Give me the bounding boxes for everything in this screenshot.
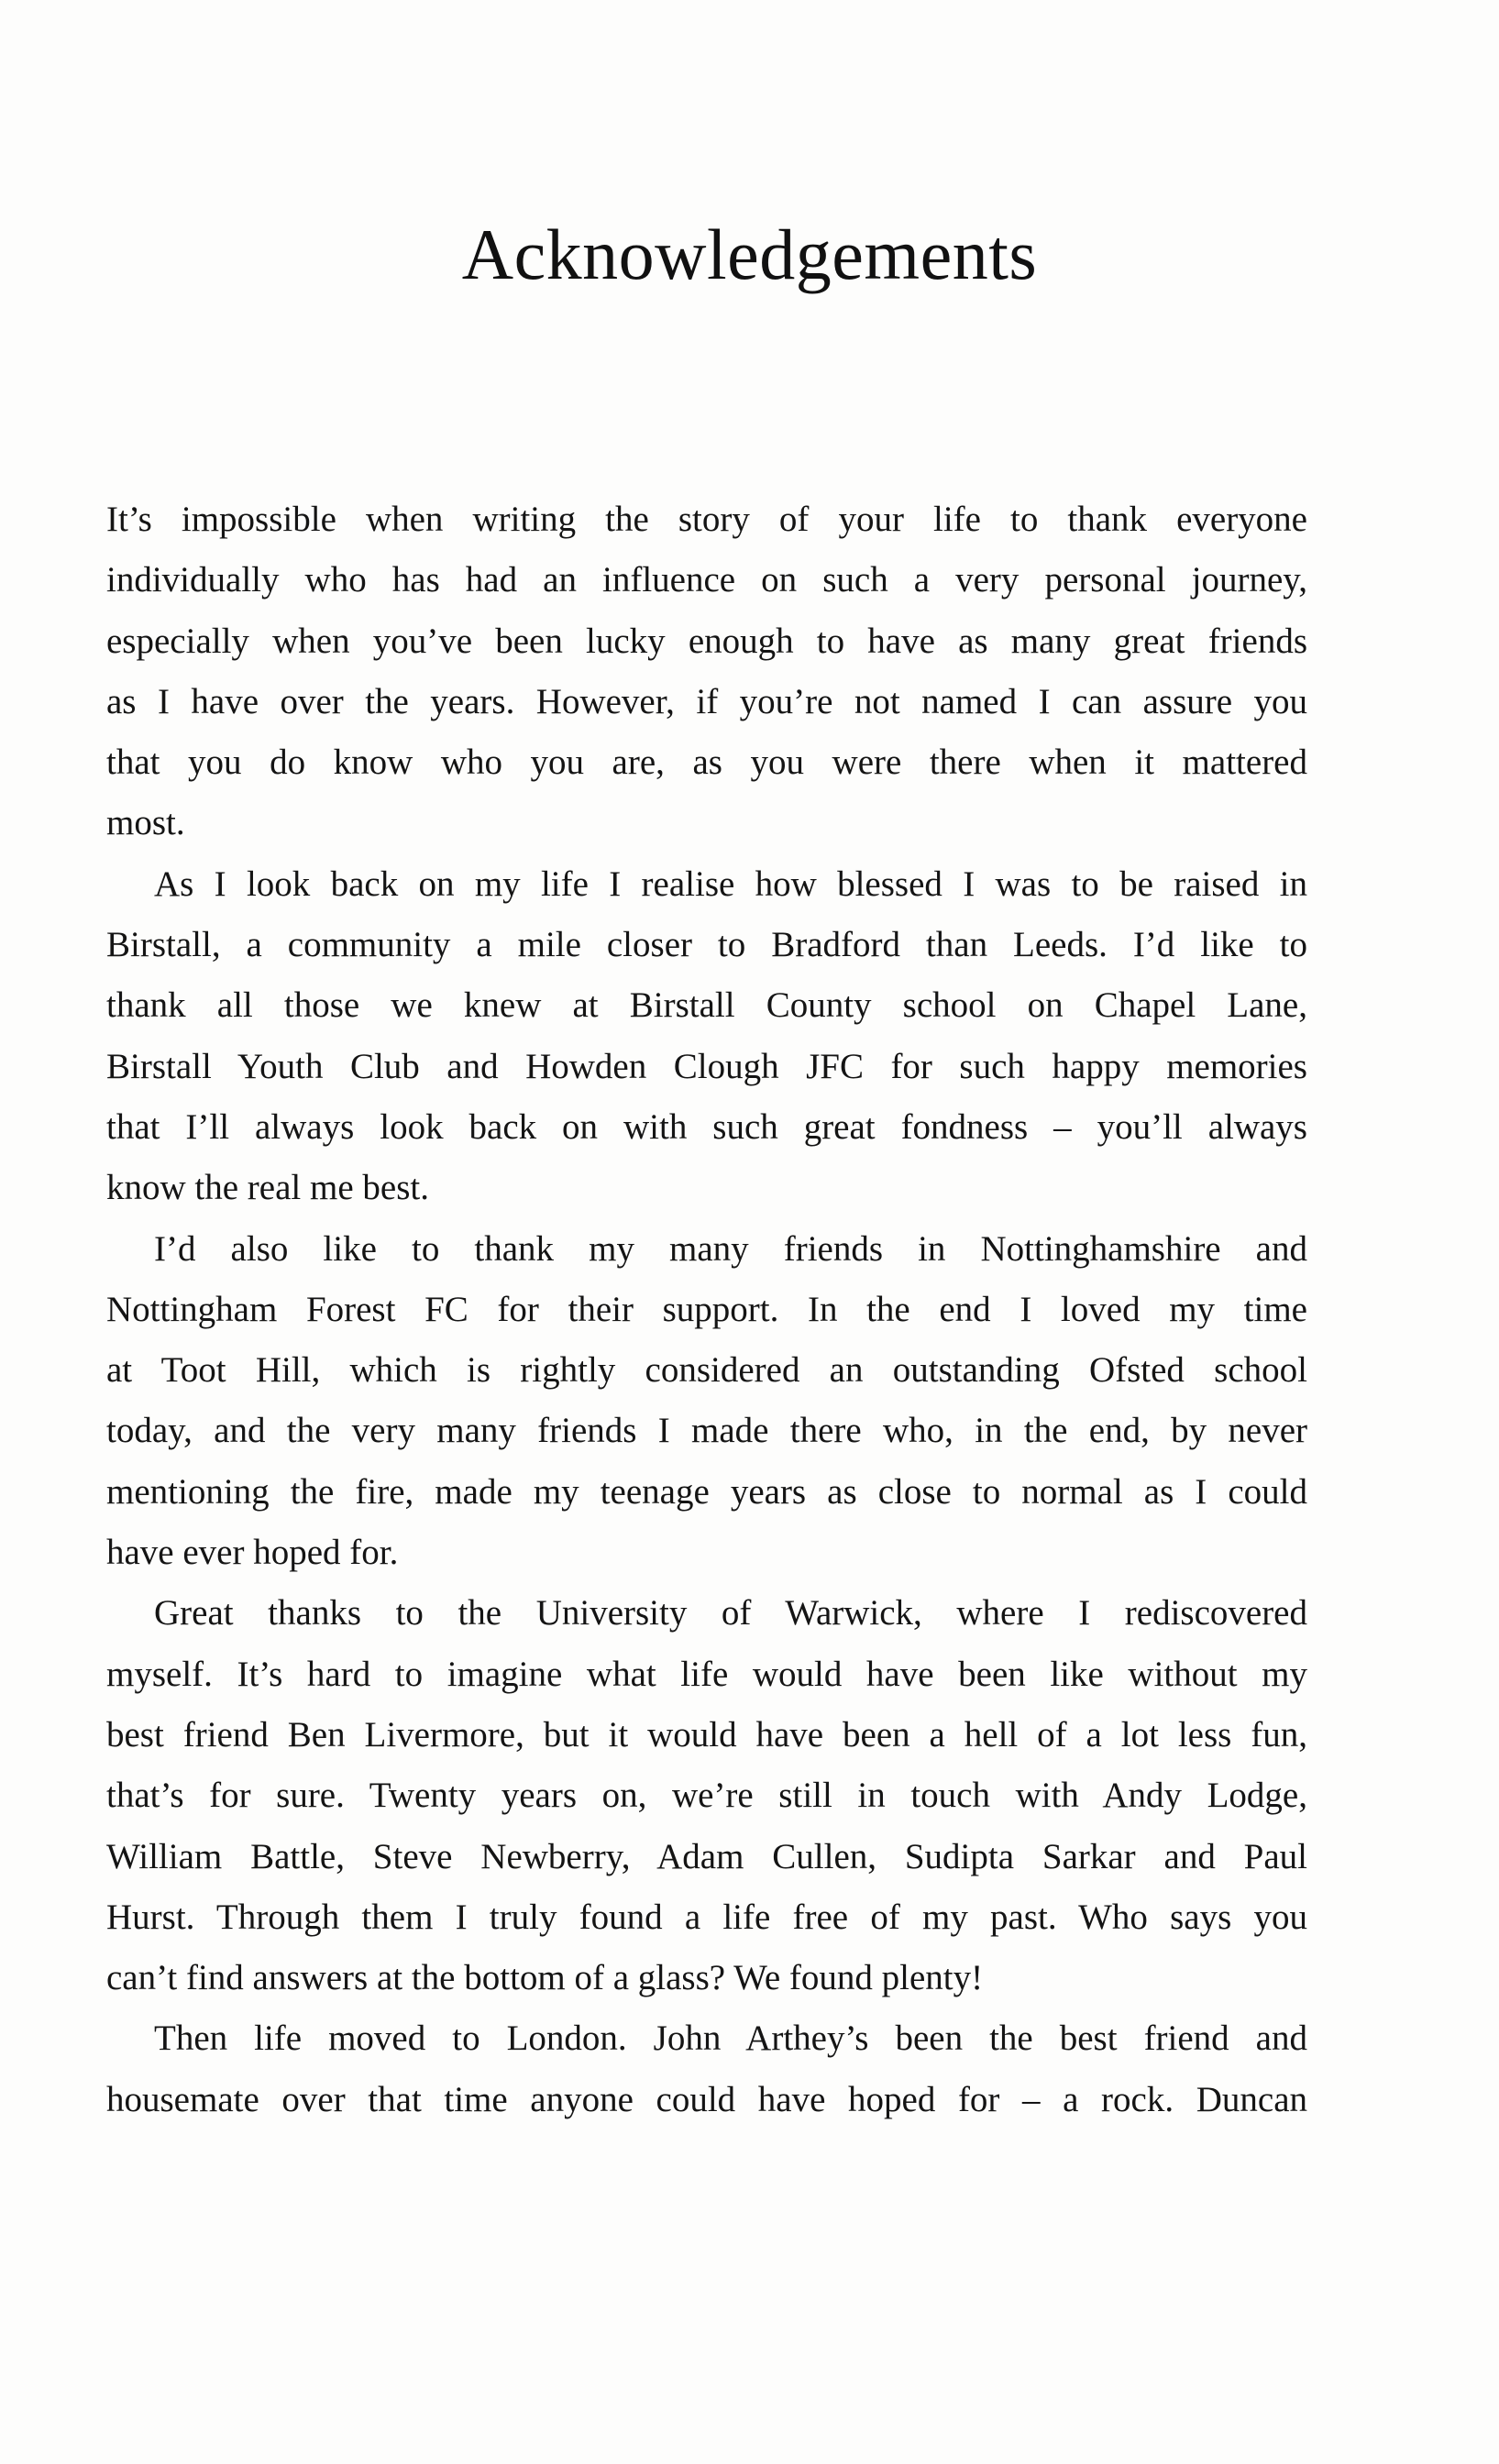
paragraph xyxy=(106,2008,1307,2130)
paragraph xyxy=(106,490,1307,854)
text-line: thank all those we knew at Birstall County school on Chapel Lane, xyxy=(106,985,1307,1026)
text-line: It’s impossible when writing the story of your life to thank everyone xyxy=(106,500,1307,539)
text-line: I’d also like to thank my many friends in Nottinghamshire and xyxy=(154,1228,1307,1269)
text-line: Birstall, a community a mile closer to Bradford than Leeds. I’d like to xyxy=(106,925,1307,965)
text-line: Hurst. Through them I truly found a life free of my past. Who says you xyxy=(106,1897,1307,1937)
paragraph xyxy=(106,1219,1307,1584)
text-line: as I have over the years. However, if you’re not named I can assure you xyxy=(106,681,1307,721)
text-line: have ever hoped for. xyxy=(106,1533,399,1573)
paragraph xyxy=(106,1583,1307,2008)
text-line: at Toot Hill, which is rightly considered an outstanding Ofsted school xyxy=(106,1350,1307,1391)
text-line: that’s for sure. Twenty years on, we’re still in touch with Andy Lodge, xyxy=(106,1776,1307,1816)
text-line: most. xyxy=(106,803,185,843)
text-line: that I’ll always look back on with such great fondness – you’ll always xyxy=(106,1106,1307,1147)
text-line: Great thanks to the University of Warwick, where I rediscovered xyxy=(154,1593,1307,1634)
text-line: Birstall Youth Club and Howden Clough JFC for such happy memories xyxy=(106,1046,1307,1086)
text-line: can’t find answers at the bottom of a glass? We found plenty! xyxy=(106,1958,984,1998)
text-line: Then life moved to London. John Arthey’s been the best friend and xyxy=(154,2018,1307,2059)
text-line: housemate over that time anyone could have hoped for – a rock. Duncan xyxy=(106,2079,1307,2119)
body-text xyxy=(106,490,1307,2130)
text-line: As I look back on my life I realise how blessed I was to be raised in xyxy=(154,864,1307,904)
paragraph xyxy=(106,854,1307,1219)
text-line: myself. It’s hard to imagine what life would have been like without my xyxy=(106,1654,1307,1694)
text-line: individually who has had an influence on such a very personal journey, xyxy=(106,560,1307,600)
text-line: that you do know who you are, as you were there when it mattered xyxy=(106,742,1307,783)
text-line: today, and the very many friends I made there who, in the end, by never xyxy=(106,1411,1307,1451)
text-line: especially when you’ve been lucky enough to have as many great friends xyxy=(106,621,1307,661)
page-title: Acknowledgements xyxy=(461,214,1038,294)
text-line: William Battle, Steve Newberry, Adam Cullen, Sudipta Sarkar and Paul xyxy=(106,1836,1307,1876)
text-line: Nottingham Forest FC for their support. In the end I loved my time xyxy=(106,1289,1307,1329)
text-line: mentioning the fire, made my teenage years as close to normal as I could xyxy=(106,1471,1307,1512)
text-line: know the real me best. xyxy=(106,1168,429,1208)
text-line: best friend Ben Livermore, but it would have been a hell of a lot less fun, xyxy=(106,1714,1307,1754)
